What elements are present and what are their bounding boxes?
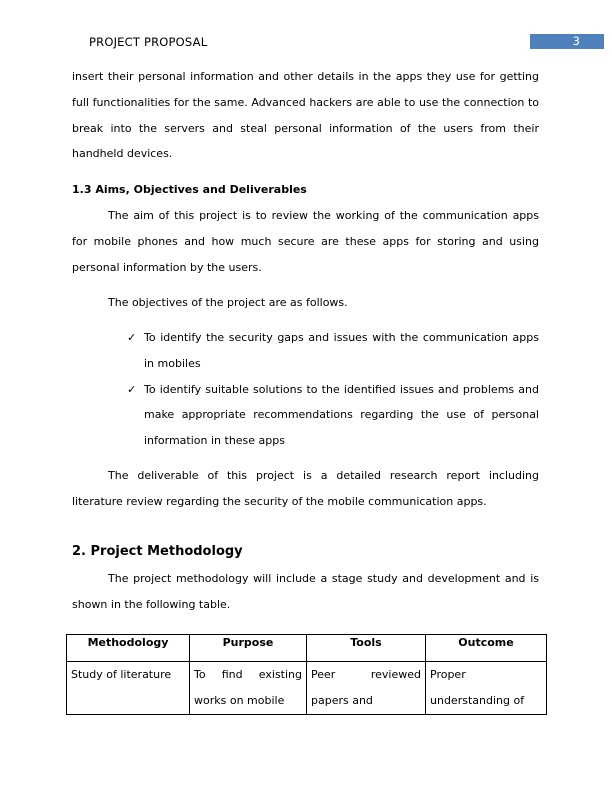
objectives-intro-block <box>72 290 539 316</box>
objectives-intro: The objectives of the project are as follows. <box>108 296 348 309</box>
table-cell: To find existing works on mobile <box>190 662 307 715</box>
intro-paragraph-block <box>72 64 539 167</box>
methodology-intro: The project methodology will include a stage study and development and is shown in the following table. <box>72 572 539 611</box>
objective-text: To identify the security gaps and issues with the communication apps in mobiles <box>144 331 539 370</box>
column-header: Tools <box>307 635 426 662</box>
column-header: Outcome <box>426 635 547 662</box>
list-item <box>127 325 539 377</box>
section-heading-methodology: 2. Project Methodology <box>72 544 243 559</box>
intro-paragraph: insert their personal information and other details in the apps they use for getting full functionalities for the same. Advanced hackers are able to use the connection to break into the servers and steal personal information of the users from their handheld devices. <box>72 70 539 161</box>
section-2-heading-block <box>72 544 539 559</box>
column-header: Purpose <box>190 635 307 662</box>
page-number: 3 <box>530 34 604 49</box>
table-row <box>67 662 547 715</box>
aim-paragraph: The aim of this project is to review the working of the communication apps for mobile phones and how much secure are these apps for storing and using personal information by the users. <box>72 209 539 274</box>
objective-text: To identify suitable solutions to the identified issues and problems and make appropriate recommendations regarding the use of personal information in these apps <box>144 382 539 448</box>
running-header-title: PROJECT PROPOSAL <box>89 35 208 49</box>
list-item <box>127 377 539 454</box>
table-cell: Study of literature <box>67 662 190 715</box>
checkmark-icon: ✓ <box>127 331 137 344</box>
table-cell: Proper understanding of <box>426 662 547 715</box>
section-heading-aims: 1.3 Aims, Objectives and Deliverables <box>72 183 307 196</box>
methodology-table <box>66 634 547 715</box>
methodology-intro-block <box>72 566 539 618</box>
column-header: Methodology <box>67 635 190 662</box>
table-header-row <box>67 635 547 662</box>
checkmark-icon: ✓ <box>127 382 137 396</box>
table-cell: Peer reviewed papers and <box>307 662 426 715</box>
aim-paragraph-block <box>72 203 539 280</box>
deliverable-paragraph: The deliverable of this project is a detailed research report including literature review regarding the security of the mobile communication apps. <box>72 469 539 508</box>
deliverable-paragraph-block <box>72 463 539 515</box>
objectives-list <box>127 325 539 454</box>
section-1-3-heading-block <box>72 183 539 196</box>
